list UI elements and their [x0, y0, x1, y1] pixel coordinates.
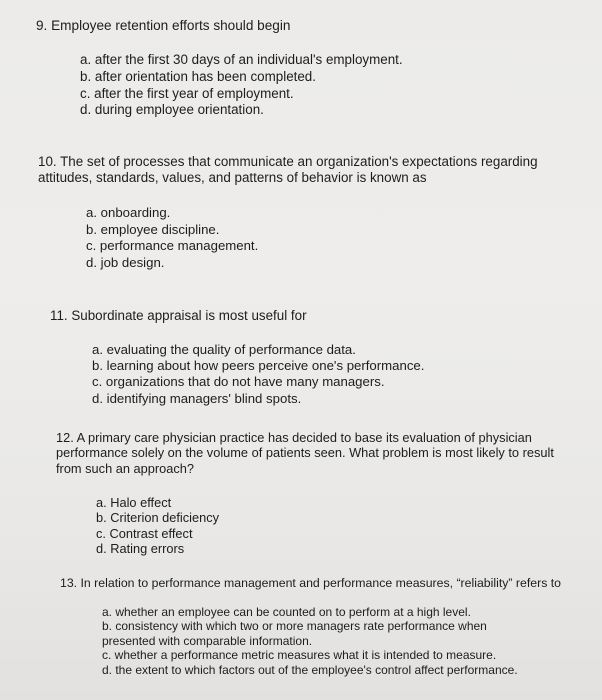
question-12-option-c[interactable]: c. Contrast effect — [96, 525, 193, 541]
question-12-options — [96, 495, 576, 556]
question-13-stem — [60, 576, 580, 592]
question-13-option-d[interactable]: d. the extent to which factors out of the employee's control affect performance. — [102, 662, 518, 677]
question-10-option-c[interactable]: c. performance management. — [86, 238, 259, 254]
question-13 — [60, 576, 580, 678]
question-11-option-b[interactable]: b. learning about how peers perceive one's performance. — [92, 358, 425, 374]
question-10 — [38, 154, 568, 271]
question-12-stem — [56, 430, 576, 476]
question-13-stem-line-1: 13. In relation to performance management and performance measures, “reliability” — [60, 576, 513, 590]
question-13-option-a[interactable]: a. whether an employee can be counted on to perform at a high level. — [102, 604, 471, 619]
question-9 — [36, 18, 576, 119]
question-12-option-b[interactable]: b. Criterion deficiency — [96, 510, 220, 526]
question-11-stem: 11. Subordinate appraisal is most useful for — [50, 308, 307, 323]
question-9-stem: 9. Employee retention efforts should begin — [36, 18, 291, 33]
question-12-option-a[interactable]: a. Halo effect — [96, 495, 172, 511]
question-9-option-a[interactable]: a. after the first 30 days of an individual's employment. — [80, 52, 403, 67]
question-9-option-d[interactable]: d. during employee orientation. — [80, 102, 264, 118]
question-13-option-b-continued[interactable]: presented with comparable information. — [102, 633, 313, 648]
question-10-stem-line-1: 10. The set of processes that communicate an organization's expectations regarding — [38, 154, 538, 169]
question-10-stem-line-2: attitudes, standards, values, and patterns of behavior is known as — [38, 170, 427, 185]
question-11-option-d[interactable]: d. identifying managers' blind spots. — [92, 390, 302, 406]
question-11 — [50, 308, 570, 407]
question-10-option-a[interactable]: a. onboarding. — [86, 205, 171, 220]
question-9-option-c[interactable]: c. after the first year of employment. — [80, 85, 294, 101]
question-10-option-b[interactable]: b. employee discipline. — [86, 221, 220, 237]
question-11-option-a[interactable]: a. evaluating the quality of performance data. — [92, 342, 356, 357]
question-9-options — [80, 52, 576, 119]
question-11-options — [92, 342, 570, 407]
question-13-option-b[interactable]: b. consistency with which two or more managers rate performance when — [102, 619, 487, 634]
question-11-option-c[interactable]: c. organizations that do not have many managers. — [92, 374, 385, 390]
question-9-option-b[interactable]: b. after orientation has been completed. — [80, 68, 316, 84]
question-10-options — [86, 205, 568, 271]
question-10-stem — [38, 154, 568, 186]
question-13-option-c[interactable]: c. whether a performance metric measures what it is intended to measure. — [102, 648, 497, 663]
question-12-stem-line-2: performance solely on the volume of patients seen. What problem is most likely to result — [56, 445, 554, 461]
question-13-options — [102, 605, 542, 678]
question-12-option-d[interactable]: d. Rating errors — [96, 540, 185, 556]
question-13-stem-line-2: refers to — [515, 576, 562, 590]
question-12-stem-line-1: 12. A primary care physician practice has decided to base its evaluation of physician — [56, 430, 532, 445]
question-12-stem-line-3: from such an approach? — [56, 460, 195, 476]
question-10-option-d[interactable]: d. job design. — [86, 254, 165, 270]
question-12 — [56, 430, 576, 556]
